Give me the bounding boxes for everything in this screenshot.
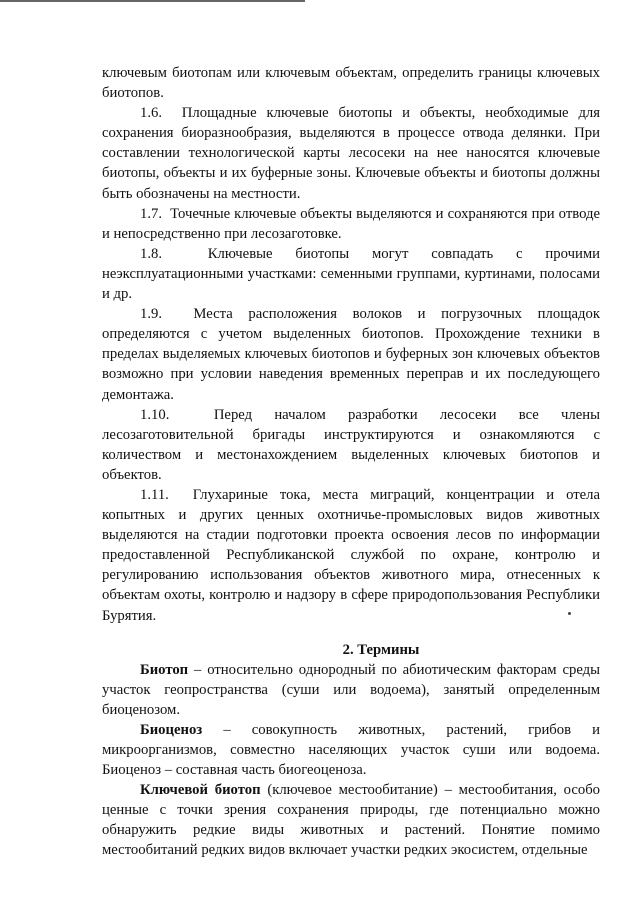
document-page (102, 63, 600, 861)
item-1-10 (102, 405, 600, 485)
item-text: Перед началом разработки лесосеки все члены лесозаготовительной бригады инструктируются и ознакомляются с количеством и местонахождением выделенных ключевых биотопов и объектов. (102, 406, 600, 483)
term-key-biotop (102, 780, 600, 860)
item-1-11 (102, 485, 600, 626)
item-1-8 (102, 244, 600, 304)
term-biotop (102, 660, 600, 720)
item-1-9 (102, 304, 600, 404)
item-number: 1.9. (140, 306, 163, 323)
section-heading: 2. Термины (342, 641, 420, 658)
continuation-paragraph: ключевым биотопам или ключевым объектам, определить границы ключевых биотопов. (102, 65, 600, 102)
item-text: Площадные ключевые биотопы и объекты, необходимые для сохранения биоразнообразия, выделяются в процессе отвода делянки. При составлении технологической карты лесосеки на нее наносятся ключевые биотопы, объекты и их буферные зоны. Ключевые объекты и биотопы должны быть обозначены на местности. (102, 105, 601, 202)
item-number: 1.6. (140, 105, 163, 122)
section-spacer (102, 626, 600, 640)
term-definition: – совокупность животных, растений, грибов и микроорганизмов, совместно населяющих участок суши или водоема. Биоценоз – составная часть биогеоценоза. (102, 721, 601, 779)
item-1-7 (102, 204, 600, 244)
item-text: Ключевые биотопы могут совпадать с прочими неэксплуатационными участками: семенными группами, куртинами, полосами и др. (102, 245, 600, 303)
item-1-6 (102, 103, 600, 203)
term-label: Биоценоз (140, 721, 203, 738)
term-label: Биотоп (140, 661, 189, 678)
term-label: Ключевой биотоп (140, 782, 261, 799)
item-text: Глухариные тока, места миграций, концентрации и отела копытных и других ценных охотничье-промысловых видов животных выделяются на стадии подготовки проекта освоения лесов по информации предоставленной Республиканской службой по охране, контролю и регулированию использования объектов животного мира, отнесенных к объектам охоты, контролю и надзору в сфере природопользования Республики Бурятия. (102, 486, 601, 624)
item-text: Места расположения волоков и погрузочных площадок определяются с учетом выделенных биотопов. Прохождение техники в пределах выделяемых ключевых биотопов и буферных зон ключевых объектов возможно при условии наведения временных переправ и их последующего демонтажа. (102, 306, 600, 403)
term-biocenosis (102, 720, 600, 780)
item-number: 1.8. (140, 245, 163, 262)
item-number: 1.11. (140, 486, 169, 503)
scan-top-rule (0, 0, 305, 2)
term-definition: (ключевое местообитание) – местообитания, особо ценные с точки зрения сохранения природы, где потенциально можно обнаружить редкие виды животных и растений. Понятие помимо местообитаний редких видов включает участки редких экосистем, отдельные (102, 782, 601, 859)
item-number: 1.10. (140, 406, 170, 423)
item-number: 1.7. (140, 205, 163, 222)
item-text: Точечные ключевые объекты выделяются и сохраняются при отводе и непосредственно при лесозаготовке. (102, 205, 600, 242)
term-definition: – относительно однородный по абиотическим факторам среды участок геопространства (суши или водоема), занятый определенным биоценозом. (102, 661, 600, 718)
scan-speck (568, 612, 571, 615)
